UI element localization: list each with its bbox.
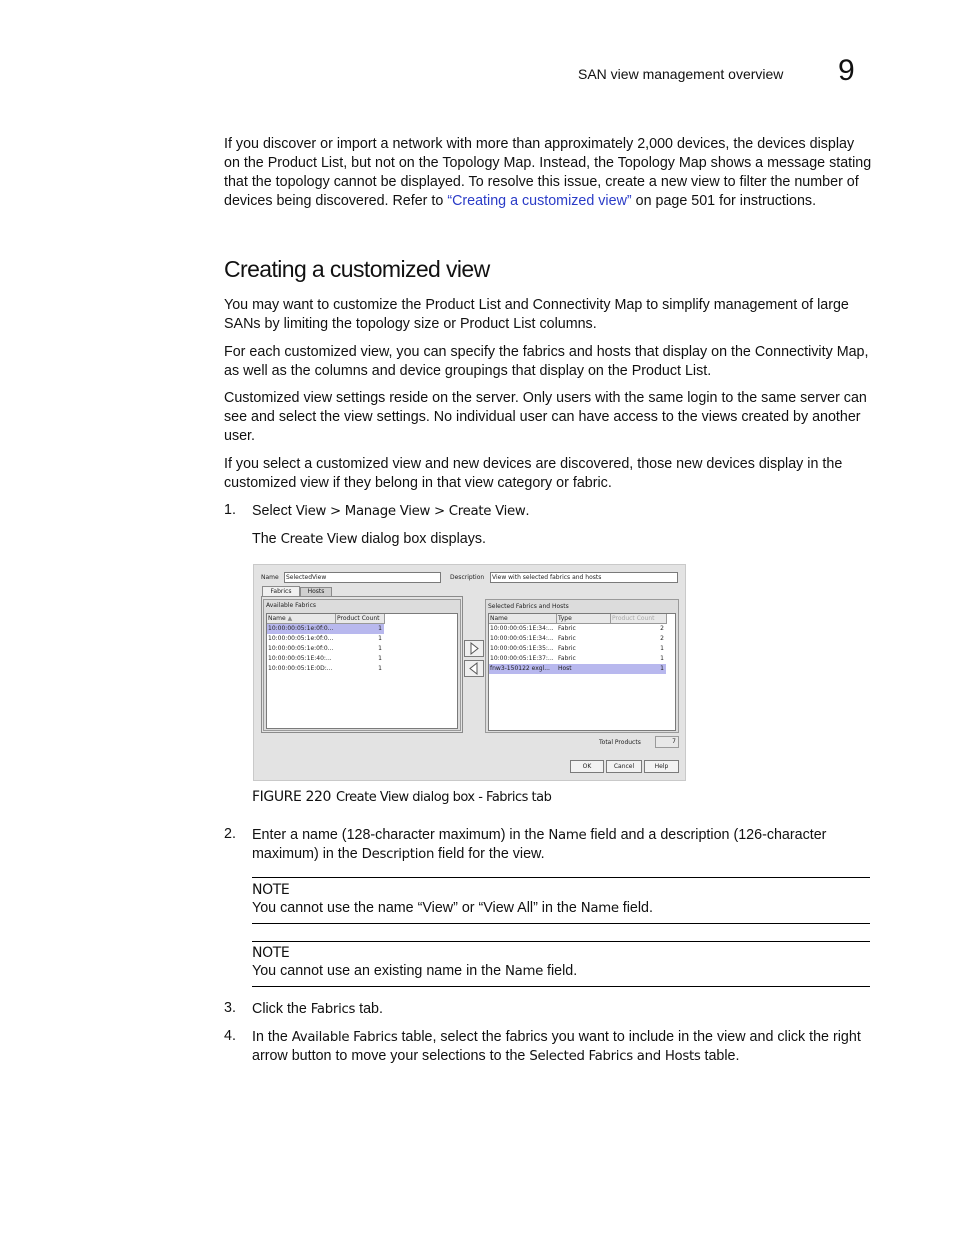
available-fabrics-title: Available Fabrics [266,602,317,609]
total-products-value: 7 [655,736,679,748]
tab-fabrics[interactable]: Fabrics [262,586,300,596]
intro-paragraph: If you discover or import a network with more than approximately 2,000 devices, the devices display on the Product List, but not on the Topology Map. Instead, the Topology Map shows a message stating that the topology cannot be displayed. To resolve this issue, create a new view to filter the number of devices being discovered. Refer to “Creating a customized view” on page 501 for instructions. [224,136,872,209]
create-view-dialog [253,564,686,781]
table-row[interactable]: 10:00:00:05:1E:37:... Fabric 1 [490,655,664,662]
table-row[interactable]: 10:00:00:05:1e:0f:0... 1 [268,635,382,642]
paragraph-4: If you select a customized view and new devices are discovered, those new devices display in the customized view if they belong in that view category or fabric. [224,456,843,491]
chapter-number: 9 [838,54,855,87]
figure-label: FIGURE 220 [252,789,332,805]
selected-rows [489,624,666,674]
step-1-text: Select View > Manage View > Create View. [252,503,530,519]
step-1-result: The Create View dialog box displays. [252,531,487,547]
cancel-button[interactable]: Cancel [606,760,642,773]
note-2-title: NOTE [252,945,290,961]
total-products-label: Total Products [599,739,641,746]
arrow-left-icon [465,661,483,676]
step-4-text: In the Available Fabrics table, select the fabrics you want to include in the view and click the right arrow button to move your selections to the Selected Fabrics and Hosts table. [252,1029,861,1064]
paragraph-1: You may want to customize the Product List and Connectivity Map to simplify management of large SANs by limiting the topology size or Product List columns. [224,297,849,332]
step-2-number: 2. [224,826,236,842]
step-2-text: Enter a name (128-character maximum) in the Name field and a description (126-character maximum) in the Description field for the view. [252,827,827,862]
cross-reference-link[interactable]: “Creating a customized view” [447,193,632,209]
available-fabrics-table[interactable] [266,613,458,729]
note-2-top-rule [252,941,870,942]
note-2-text: You cannot use an existing name in the Name field. [252,963,578,979]
step-3-text: Click the Fabrics tab. [252,1001,383,1017]
step-1-number: 1. [224,502,236,518]
col-type[interactable]: Type [557,614,611,624]
running-header: SAN view management overview [578,66,784,82]
selected-fabrics-title: Selected Fabrics and Hosts [488,603,569,610]
table-row[interactable]: fnw3-150122 exgl... Host 1 [490,665,664,672]
note-1-top-rule [252,877,870,878]
selected-fabrics-panel [485,599,679,733]
table-row[interactable]: 10:00:00:05:1E:40:... 1 [268,655,382,662]
table-row[interactable]: 10:00:00:05:1E:35:... Fabric 1 [490,645,664,652]
tab-hosts[interactable]: Hosts [300,587,332,596]
col-product-count[interactable]: Product Count [611,614,667,624]
col-name[interactable]: Name [489,614,557,624]
table-row[interactable]: 10:00:00:05:1e:0f:0... 1 [268,645,382,652]
table-row[interactable]: 10:00:00:05:1E:34:... Fabric 2 [490,625,664,632]
col-product-count[interactable]: Product Count [336,614,385,624]
note-1-text: You cannot use the name “View” or “View All” in the Name field. [252,900,653,916]
name-label: Name [261,574,279,581]
move-right-button[interactable] [464,640,484,657]
description-label: Description [450,574,485,581]
available-fabrics-panel [263,599,461,731]
description-input[interactable]: View with selected fabrics and hosts [490,572,678,583]
note-1-bottom-rule [252,923,870,924]
help-button[interactable]: Help [644,760,679,773]
ok-button[interactable]: OK [570,760,604,773]
menu-path: View > Manage View > Create View [295,504,526,519]
col-name[interactable]: Name ▲ [267,614,336,624]
table-row[interactable]: 10:00:00:05:1E:0D:... 1 [268,665,382,672]
table-row[interactable]: 10:00:00:05:1e:0f:0... 1 [268,625,382,632]
selected-fabrics-table[interactable] [488,613,676,731]
note-2-bottom-rule [252,986,870,987]
paragraph-3: Customized view settings reside on the server. Only users with the same login to the same server can see and select the view settings. No individual user can have access to the views created by another user. [224,390,867,444]
figure-caption: Create View dialog box - Fabrics tab [336,790,552,805]
arrow-right-icon [465,641,483,656]
available-rows [267,624,384,674]
note-1-title: NOTE [252,882,290,898]
step-3-number: 3. [224,1000,236,1016]
step-4-number: 4. [224,1028,236,1044]
table-row[interactable]: 10:00:00:05:1E:34:... Fabric 2 [490,635,664,642]
move-left-button[interactable] [464,660,484,677]
section-title: Creating a customized view [224,256,490,282]
paragraph-2: For each customized view, you can specify the fabrics and hosts that display on the Connectivity Map, as well as the columns and device groupings that display on the Product List. [224,344,869,379]
name-input[interactable]: SelectedView [284,572,441,583]
sort-ascending-icon: ▲ [287,615,293,622]
